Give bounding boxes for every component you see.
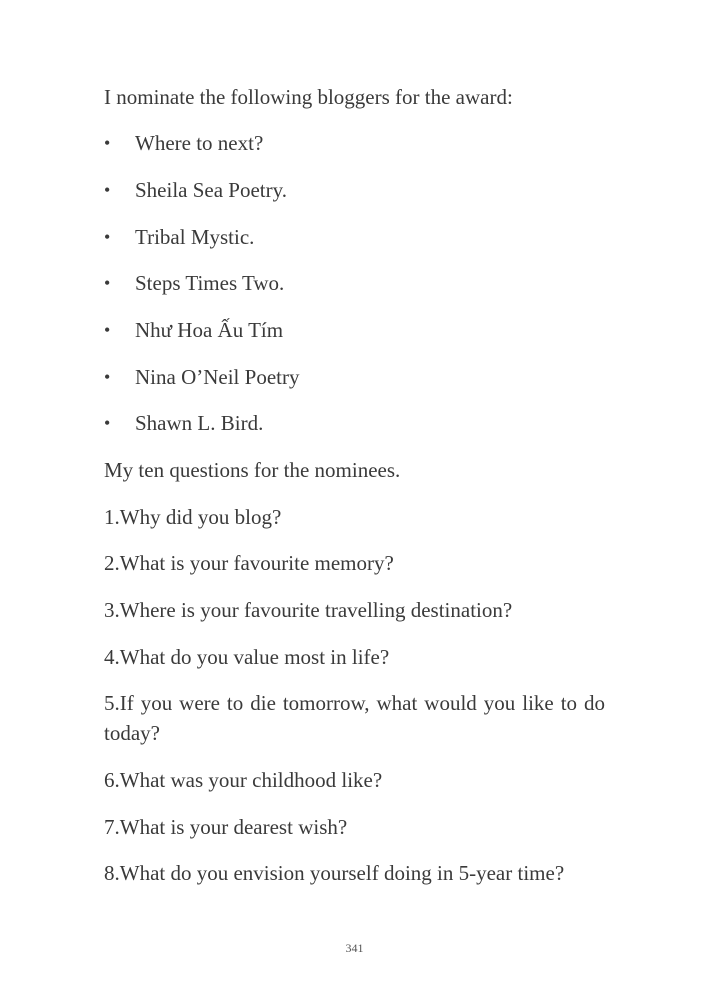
nominee-name: Steps Times Two. (135, 271, 285, 295)
nominee-name: Where to next? (135, 131, 264, 155)
intro-text: I nominate the following bloggers for the award: (104, 85, 513, 109)
nominee-name: Như Hoa Ấu Tím (135, 318, 284, 342)
page-number: 341 (345, 941, 364, 955)
nominee-name: Tribal Mystic. (135, 225, 255, 249)
bullet-icon: • (104, 367, 111, 387)
question-item: 7.What is your dearest wish? (104, 815, 348, 839)
question-item: 8.What do you envision yourself doing in 5-year time? (104, 861, 565, 885)
bullet-icon: • (104, 133, 111, 153)
bullet-icon: • (104, 180, 111, 200)
questions-heading: My ten questions for the nominees. (104, 458, 401, 482)
bullet-icon: • (104, 273, 111, 293)
question-item: 5.If you were to die tomorrow, what would you like to do today? (104, 691, 605, 745)
question-item: 3.Where is your favourite travelling destination? (104, 598, 513, 622)
bullet-icon: • (104, 320, 111, 340)
question-item: 1.Why did you blog? (104, 505, 282, 529)
bullet-icon: • (104, 413, 111, 433)
question-item: 6.What was your childhood like? (104, 768, 383, 792)
question-item: 2.What is your favourite memory? (104, 551, 394, 575)
question-item: 4.What do you value most in life? (104, 645, 390, 669)
nominee-name: Sheila Sea Poetry. (135, 178, 288, 202)
bullet-icon: • (104, 227, 111, 247)
nominee-name: Nina O’Neil Poetry (135, 365, 300, 389)
nominee-name: Shawn L. Bird. (135, 411, 264, 435)
